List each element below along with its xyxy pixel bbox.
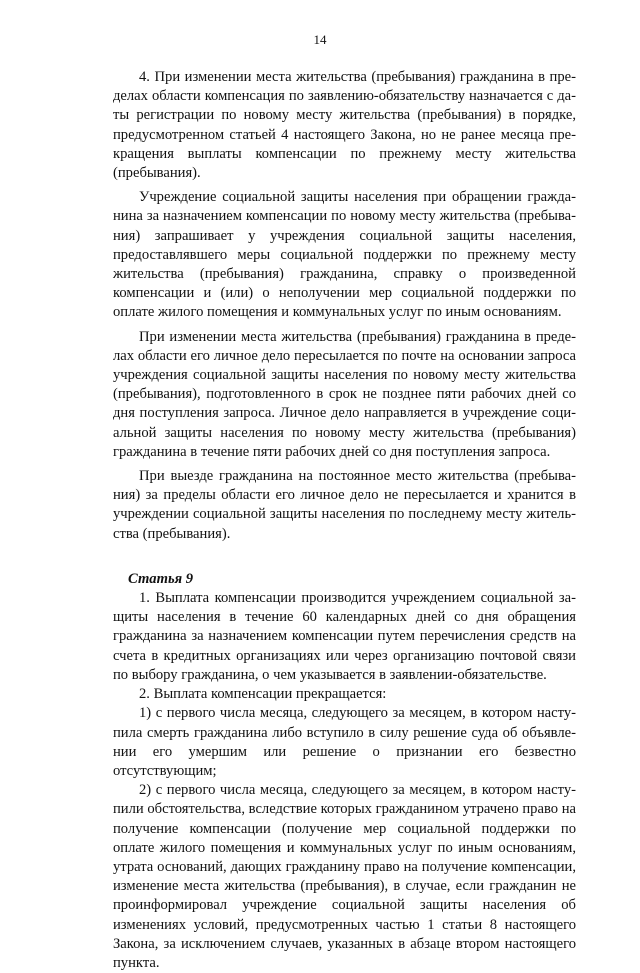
document-body	[113, 68, 576, 973]
page-number: 14	[313, 32, 327, 47]
paragraph-personal-file-transfer: При изменении места жительства (пребывания) гражданина в пределах области его личное дело пересылается по почте на основании запроса учреждения социальной защиты населения по новому месту жительства (пребывания), подготовленного в срок не позднее пяти рабочих дней со дня поступления запроса. Личное дело направляется в учреждение социальной защиты населения по новому месту жительства (пребывания) гражданина в течение пяти рабочих дней со дня поступления запроса.	[113, 328, 576, 460]
paragraph-request-certificate: Учреждение социальной защиты населения при обращении гражданина за назначением компенсации по новому месту жительства (пребывания) запрашивает у учреждения социальной защиты населения, предоставлявшего меры социальной поддержки по прежнему месту жительства (пребывания) гражданина, справку о произведенной компенсации и (или) о неполучении мер социальной поддержки по оплате жилого помещения и коммунальных услуг по иным основаниям.	[113, 189, 576, 321]
paragraph-subclause-1: 1) с первого числа месяца, следующего за месяцем, в котором наступила смерть гражданина либо вступило в силу решение суда об объявлении его умершим или решение о признании его безвестно отсутствующим;	[113, 705, 576, 779]
paragraph-clause-4: 4. При изменении места жительства (пребывания) гражданина в пределах области компенсация по заявлению-обязательству назначается с даты регистрации по новому месту жительства (пребывания) в порядке, предусмотренном статьей 4 настоящего Закона, но не ранее месяца прекращения выплаты компенсации по прежнему месту жительства (пребывания).	[113, 69, 576, 182]
paragraph-article9-clause-1: 1. Выплата компенсации производится учреждением социальной защиты населения в течение 60 календарных дней со дня обращения гражданина за назначением компенсации путем перечисления средств на счета в кредитных организациях или через организацию почтовой связи по выбору гражданина, о чем указывается в заявлении-обязательстве.	[113, 590, 576, 683]
paragraph-subclause-2: 2) с первого числа месяца, следующего за месяцем, в котором наступили обстоятельства, вследствие которых гражданином утрачено право на получение компенсации (получение мер социальной поддержки по оплате жилого помещения и коммунальных услуг по иным основаниям, утрата оснований, дающих гражданину право на получение компенсации, изменение места жительства (пребывания), в случае, если гражданин не проинформировал учреждение социальной защиты населения об изменениях условий, предусмотренных частью 1 статьи 8 настоящего Закона, за исключением случаев, указанных в абзаце втором настоящего пункта.	[113, 782, 576, 971]
paragraph-personal-file-kept: При выезде гражданина на постоянное место жительства (пребывания) за пределы области его личное дело не пересылается и хранится в учреждении социальной защиты населения по последнему месту жительства (пребывания).	[113, 468, 576, 542]
article-heading: Статья 9	[128, 570, 194, 587]
paragraph-article9-clause-2: 2. Выплата компенсации прекращается:	[139, 686, 387, 703]
